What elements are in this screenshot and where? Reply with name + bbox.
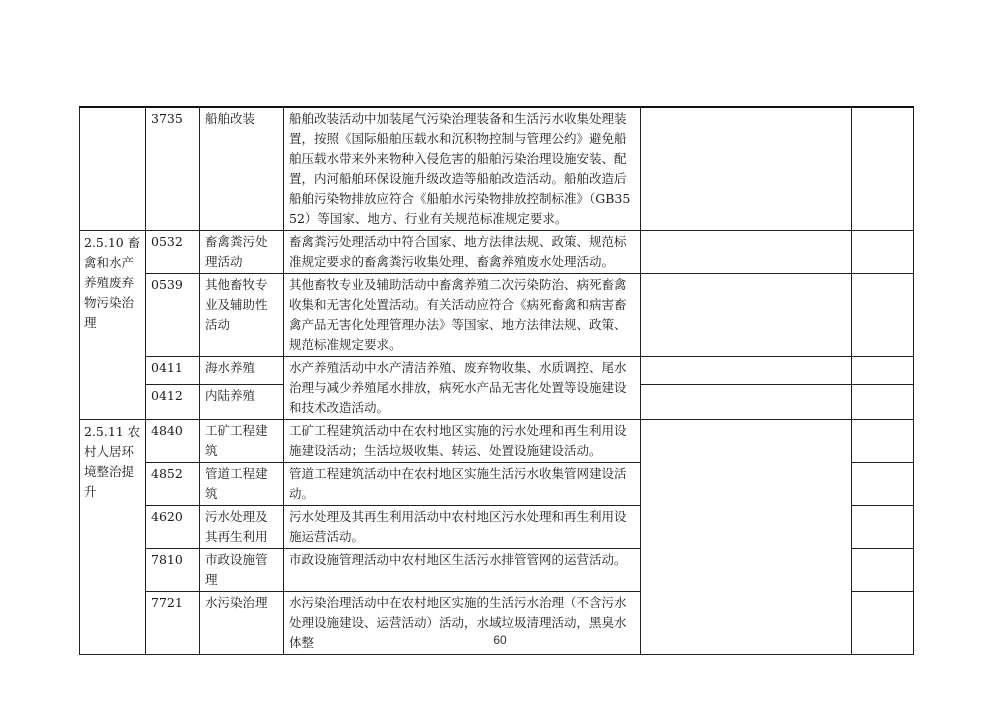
blank-cell xyxy=(641,385,852,420)
industry-name: 管道工程建筑 xyxy=(200,463,284,506)
table-row xyxy=(80,274,914,357)
activity-description: 工矿工程建筑活动中在农村地区实施的污水处理和再生利用设施建设活动；生活垃圾收集、转运、处置设施建设活动。 xyxy=(284,420,641,463)
industry-code: 0412 xyxy=(146,385,200,420)
blank-cell xyxy=(641,231,852,274)
industry-code: 3735 xyxy=(146,107,200,231)
table-row xyxy=(80,107,914,231)
industry-name: 其他畜牧专业及辅助性活动 xyxy=(200,274,284,357)
category-2-5-11: 2.5.11 农村人居环境整治提升 xyxy=(80,420,146,655)
blank-cell xyxy=(641,274,852,357)
category-cell-empty xyxy=(80,107,146,231)
industry-code: 7810 xyxy=(146,549,200,592)
blank-cell xyxy=(852,274,914,357)
industry-code: 4840 xyxy=(146,420,200,463)
blank-cell xyxy=(852,357,914,385)
industry-code: 7721 xyxy=(146,592,200,655)
activity-description: 水污染治理活动中在农村地区实施的生活污水治理（不含污水处理设施建设、运营活动）活动，水域垃圾清理活动，黑臭水体整 xyxy=(284,592,641,655)
industry-classification-table xyxy=(79,106,914,655)
blank-cell xyxy=(852,420,914,463)
industry-name: 污水处理及其再生利用 xyxy=(200,506,284,549)
industry-code: 0411 xyxy=(146,357,200,385)
table-row xyxy=(80,420,914,463)
blank-cell xyxy=(852,385,914,420)
activity-description: 其他畜牧专业及辅助活动中畜禽养殖二次污染防治、病死畜禽收集和无害化处置活动。有关活动应符合《病死畜禽和病害畜禽产品无害化处理管理办法》等国家、地方法律法规、政策、规范标准规定要求。 xyxy=(284,274,641,357)
blank-cell xyxy=(641,107,852,231)
table-row xyxy=(80,357,914,385)
industry-code: 0532 xyxy=(146,231,200,274)
industry-name: 工矿工程建筑 xyxy=(200,420,284,463)
blank-cell xyxy=(641,357,852,385)
page-number: 60 xyxy=(493,633,507,647)
industry-name: 畜禽粪污处理活动 xyxy=(200,231,284,274)
table-row xyxy=(80,231,914,274)
industry-code: 4852 xyxy=(146,463,200,506)
activity-description: 管道工程建筑活动中在农村地区实施生活污水收集管网建设活动。 xyxy=(284,463,641,506)
industry-code: 4620 xyxy=(146,506,200,549)
blank-cell xyxy=(852,549,914,592)
industry-name: 水污染治理 xyxy=(200,592,284,655)
industry-name: 市政设施管理 xyxy=(200,549,284,592)
industry-code: 0539 xyxy=(146,274,200,357)
activity-description: 污水处理及其再生利用活动中农村地区污水处理和再生利用设施运营活动。 xyxy=(284,506,641,549)
industry-name: 船舶改装 xyxy=(200,107,284,231)
category-2-5-10: 2.5.10 畜禽和水产养殖废弃物污染治理 xyxy=(80,231,146,420)
industry-name: 内陆养殖 xyxy=(200,385,284,420)
blank-cell xyxy=(641,420,852,655)
blank-cell xyxy=(852,506,914,549)
blank-cell xyxy=(852,107,914,231)
activity-description: 畜禽粪污处理活动中符合国家、地方法律法规、政策、规范标准规定要求的畜禽粪污收集处理、畜禽养殖废水处理活动。 xyxy=(284,231,641,274)
activity-description: 市政设施管理活动中农村地区生活污水排管管网的运营活动。 xyxy=(284,549,641,592)
activity-description: 船舶改装活动中加装尾气污染治理装备和生活污水收集处理装置，按照《国际船舶压载水和沉积物控制与管理公约》避免船舶压载水带来外来物种入侵危害的船舶污染治理设施安装、配置，内河船舶环保设施升级改造等船舶改造活动。船舶改造后船舶污染物排放应符合《船舶水污染物排放控制标准》（GB3552）等国家、地方、行业有关规范标准规定要求。 xyxy=(284,107,641,231)
industry-name: 海水养殖 xyxy=(200,357,284,385)
blank-cell xyxy=(852,463,914,506)
blank-cell xyxy=(852,231,914,274)
activity-description: 水产养殖活动中水产清洁养殖、废弃物收集、水质调控、尾水治理与减少养殖尾水排放，病死水产品无害化处置等设施建设和技术改造活动。 xyxy=(284,357,641,420)
